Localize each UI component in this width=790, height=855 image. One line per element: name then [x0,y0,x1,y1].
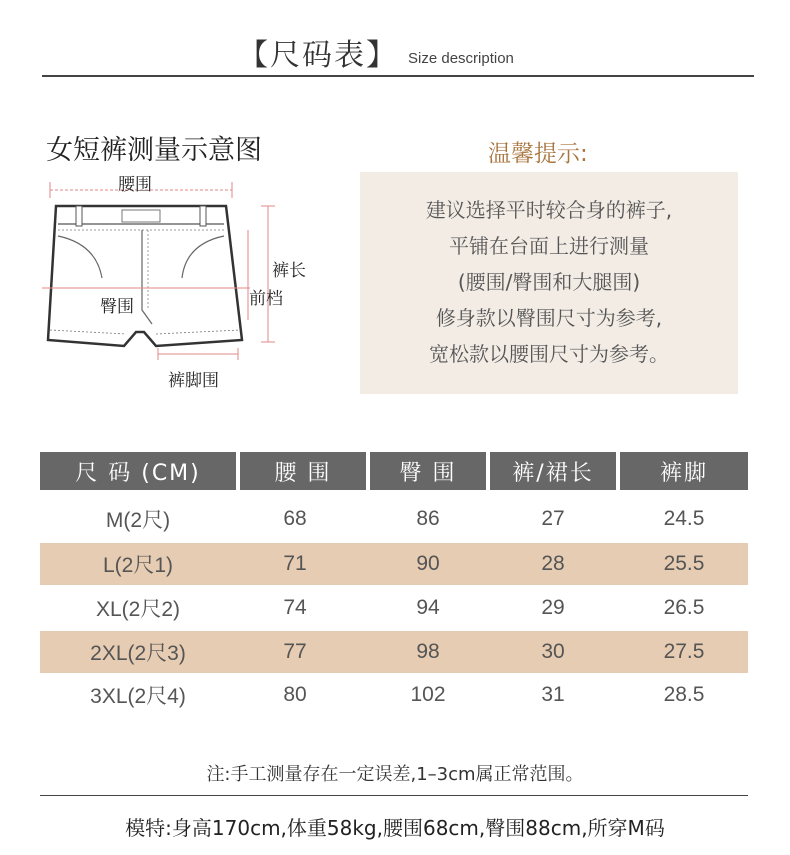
cell-length: 28 [541,552,565,575]
table-row [40,498,748,540]
rise-label: 前档 [249,289,283,309]
cell-length: 27 [541,507,565,530]
cell-length: 30 [541,640,565,663]
cell-waist: 74 [283,596,307,619]
tips-title: 温馨提示: [488,141,588,167]
cell-hem: 28.5 [663,683,705,706]
header-waist: 腰 围 [240,452,366,490]
header-length: 裤/裙长 [490,452,616,490]
tip-line-1: 建议选择平时较合身的裤子, [425,198,673,222]
cell-hem: 26.5 [663,596,705,619]
hip-label: 臀围 [100,297,134,317]
size-table [40,452,748,708]
measurement-note: 注:手工测量存在一定误差,1–3cm属正常范围。 [206,764,584,785]
table-row [40,674,748,716]
tip-line-4: 修身款以臀围尺寸为参考, [435,306,663,330]
cell-hip: 102 [410,683,446,706]
cell-hip: 98 [416,640,440,663]
tip-line-2: 平铺在台面上进行测量 [449,234,649,258]
waist-label: 腰围 [118,175,152,195]
cell-hem: 24.5 [663,507,705,530]
size-table-header [40,452,748,490]
tip-line-3: (腰围/臀围和大腿围) [457,270,641,294]
table-row [40,587,748,629]
cell-size: XL(2尺2) [95,598,181,621]
cell-waist: 77 [283,640,307,663]
tip-line-5: 宽松款以腰围尺寸为参考。 [429,342,669,366]
cell-waist: 80 [283,683,307,706]
cell-length: 31 [541,683,565,706]
page-subtitle: Size description [408,50,514,67]
cell-size: 2XL(2尺3) [90,642,186,665]
cell-size: L(2尺1) [102,554,174,577]
cell-hem: 27.5 [663,640,705,663]
cell-hip: 90 [416,552,440,575]
tips-box [360,172,738,394]
header-size: 尺 码 (CM) [40,452,236,490]
model-info: 模特:身高170cm,体重58kg,腰围68cm,臀围88cm,所穿M码 [125,816,665,840]
footer-divider [40,795,748,796]
cell-waist: 68 [283,507,307,530]
cell-waist: 71 [283,552,307,575]
cell-hip: 86 [416,507,440,530]
shorts-outline [48,206,242,346]
header-hem: 裤脚 [620,452,748,490]
diagram-title: 女短裤测量示意图 [46,135,262,166]
header-divider [42,75,754,77]
header-hip: 臀 围 [370,452,486,490]
cell-size: M(2尺) [105,509,171,532]
page-title: 【尺码表】 [238,38,398,73]
table-row [40,543,748,585]
table-row [40,631,748,673]
cell-hip: 94 [416,596,440,619]
cell-hem: 25.5 [663,552,705,575]
length-label: 裤长 [272,261,306,281]
cell-length: 29 [541,596,565,619]
cell-size: 3XL(2尺4) [90,685,186,708]
hem-label: 裤脚围 [168,371,219,391]
